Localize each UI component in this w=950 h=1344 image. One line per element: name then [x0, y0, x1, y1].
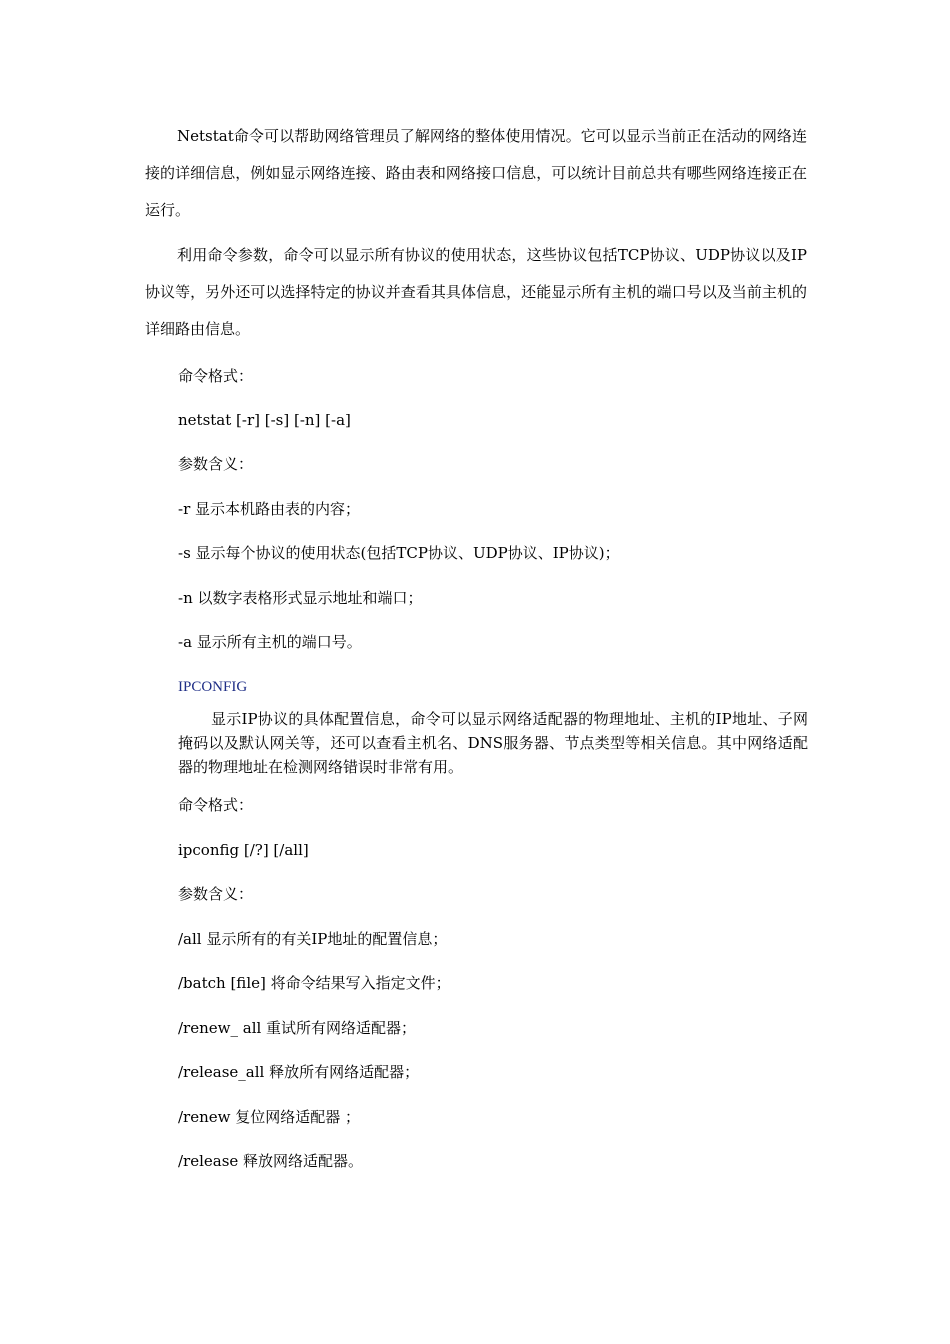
ipconfig-format-label: 命令格式： [178, 796, 254, 814]
netstat-format-label: 命令格式： [178, 367, 254, 385]
netstat-param-a: -a 显示所有主机的端口号。 [178, 633, 362, 651]
ipconfig-param-release-all: /release_all 释放所有网络适配器； [178, 1063, 420, 1081]
netstat-params-paragraph: 利用命令参数，命令可以显示所有协议的使用状态，这些协议包括TCP协议、UDP协议以及IP协议等，另外还可以选择特定的协议并查看其具体信息，还能显示所有主机的端口号以及当前主机的详细路由信息。 [145, 246, 807, 338]
netstat-param-n: -n 以数字表格形式显示地址和端口； [178, 589, 423, 607]
netstat-format-syntax: netstat [-r] [-s] [-n] [-a] [178, 411, 351, 429]
ipconfig-param-all: /all 显示所有的有关IP地址的配置信息； [178, 930, 448, 948]
netstat-params-label: 参数含义： [178, 455, 254, 473]
ipconfig-param-renew: /renew 复位网络适配器 ； [178, 1108, 361, 1126]
netstat-param-r: -r 显示本机路由表的内容； [178, 500, 361, 518]
ipconfig-paragraph: 显示IP协议的具体配置信息，命令可以显示网络适配器的物理地址、主机的IP地址、子网掩码以及默认网关等，还可以查看主机名、DNS服务器、节点类型等相关信息。其中网络适配器的物理地址在检测网络错误时非常有用。 [178, 710, 808, 776]
ipconfig-params-label: 参数含义： [178, 885, 254, 903]
netstat-param-s: -s 显示每个协议的使用状态(包括TCP协议、UDP协议、IP协议)； [178, 544, 620, 562]
ipconfig-format-syntax: ipconfig [/?] [/all] [178, 841, 309, 859]
ipconfig-param-renew-all: /renew_ all 重试所有网络适配器； [178, 1019, 417, 1037]
ipconfig-heading: IPCONFIG [178, 679, 248, 695]
netstat-intro-paragraph: Netstat命令可以帮助网络管理员了解网络的整体使用情况。它可以显示当前正在活动的网络连接的详细信息，例如显示网络连接、路由表和网络接口信息，可以统计目前总共有哪些网络连接正在运行。 [145, 127, 807, 219]
ipconfig-param-release: /release 释放网络适配器。 [178, 1152, 364, 1170]
ipconfig-param-batch: /batch [file] 将命令结果写入指定文件； [178, 974, 451, 992]
